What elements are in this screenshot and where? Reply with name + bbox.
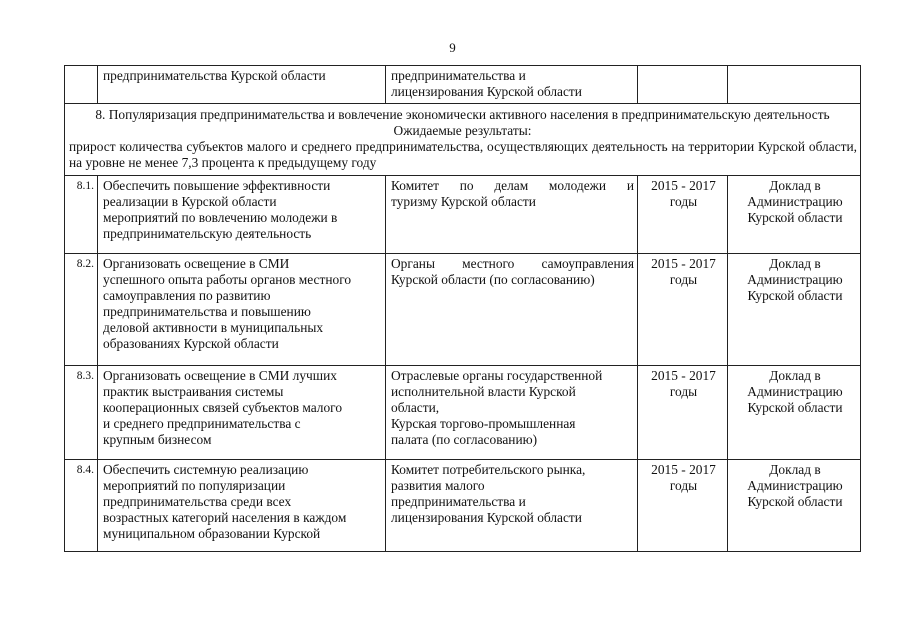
responsible-line: развития малого xyxy=(391,478,485,493)
term-line: годы xyxy=(669,272,698,287)
term-cell xyxy=(638,460,728,552)
responsible-line: Отраслевые органы государственной xyxy=(391,368,603,383)
continuation-row xyxy=(65,66,861,104)
task-line: практик выстраивания системы xyxy=(103,384,284,399)
task-line: самоуправления по развитию xyxy=(103,288,271,303)
table-row xyxy=(65,366,861,460)
task-line: успешного опыта работы органов местного xyxy=(103,272,352,287)
continuation-responsible-line-1: предпринимательства и xyxy=(391,68,526,83)
expected-results-text: прирост количества субъектов малого и среднего предпринимательства, осуществляющих деятельность на территории Курской области, на уровне не менее 7,3 процента к предыдущему году xyxy=(69,139,857,170)
term-line: 2015 - 2017 xyxy=(651,368,716,383)
responsible-line: Курской области (по согласованию) xyxy=(391,272,595,287)
responsible-line: Комитет потребительского рынка, xyxy=(391,462,586,477)
task-line: возрастных категорий населения в каждом xyxy=(103,510,347,525)
report-form-line: Курской области xyxy=(747,400,843,415)
task-line: реализации в Курской области xyxy=(103,194,277,209)
task-line: кооперационных связей субъектов малого xyxy=(103,400,343,415)
continuation-task-text: предпринимательства Курской области xyxy=(103,68,326,83)
table-row xyxy=(65,460,861,552)
task-line: Организовать освещение в СМИ лучших xyxy=(103,368,337,383)
task-line: образованиях Курской области xyxy=(103,336,279,351)
report-form-line: Администрацию xyxy=(747,384,843,399)
report-form-line: Курской области xyxy=(747,494,843,509)
report-form-cell xyxy=(728,254,861,366)
continuation-num-cell xyxy=(65,66,98,104)
report-form-line: Доклад в xyxy=(769,178,821,193)
term-line: годы xyxy=(669,478,698,493)
term-line: 2015 - 2017 xyxy=(651,178,716,193)
continuation-task-cell xyxy=(98,66,386,104)
table-row xyxy=(65,254,861,366)
term-line: 2015 - 2017 xyxy=(651,256,716,271)
task-line: и среднего предпринимательства с xyxy=(103,416,301,431)
report-form-line: Доклад в xyxy=(769,368,821,383)
responsible-cell xyxy=(386,176,638,254)
task-line: крупным бизнесом xyxy=(103,432,212,447)
measures-table xyxy=(64,65,861,552)
task-line: Обеспечить повышение эффективности xyxy=(103,178,331,193)
responsible-line: области, xyxy=(391,400,440,415)
task-line: мероприятий по популяризации xyxy=(103,478,286,493)
task-line: предпринимательскую деятельность xyxy=(103,226,312,241)
responsible-cell xyxy=(386,366,638,460)
continuation-form-cell xyxy=(728,66,861,104)
task-line: муниципальном образовании Курской xyxy=(103,526,321,541)
responsible-line: Комитет по делам молодежи и xyxy=(391,178,634,193)
report-form-line: Курской области xyxy=(747,288,843,303)
table-row xyxy=(65,176,861,254)
task-line: Организовать освещение в СМИ xyxy=(103,256,290,271)
responsible-line: исполнительной власти Курской xyxy=(391,384,576,399)
responsible-line: палата (по согласованию) xyxy=(391,432,538,447)
task-line: предпринимательства и повышению xyxy=(103,304,311,319)
expected-results-label: Ожидаемые результаты: xyxy=(393,123,532,138)
task-cell xyxy=(98,254,386,366)
report-form-line: Доклад в xyxy=(769,256,821,271)
responsible-cell xyxy=(386,254,638,366)
responsible-cell xyxy=(386,460,638,552)
report-form-line: Администрацию xyxy=(747,194,843,209)
term-line: 2015 - 2017 xyxy=(651,462,716,477)
term-line: годы xyxy=(669,194,698,209)
term-cell xyxy=(638,366,728,460)
task-line: предпринимательства среди всех xyxy=(103,494,292,509)
continuation-responsible-cell xyxy=(386,66,638,104)
row-number: 8.4. xyxy=(65,460,98,552)
task-line: Обеспечить системную реализацию xyxy=(103,462,309,477)
report-form-cell xyxy=(728,176,861,254)
task-cell xyxy=(98,176,386,254)
report-form-cell xyxy=(728,366,861,460)
continuation-term-cell xyxy=(638,66,728,104)
row-number: 8.3. xyxy=(65,366,98,460)
report-form-cell xyxy=(728,460,861,552)
responsible-line: предпринимательства и xyxy=(391,494,526,509)
section-header-cell xyxy=(65,104,861,176)
responsible-line: лицензирования Курской области xyxy=(391,510,582,525)
report-form-line: Администрацию xyxy=(747,478,843,493)
section-title: 8. Популяризация предпринимательства и вовлечение экономически активного населения в предпринимательскую деятельность xyxy=(95,107,830,122)
section-header-row xyxy=(65,104,861,176)
term-cell xyxy=(638,176,728,254)
term-line: годы xyxy=(669,384,698,399)
responsible-line: Курская торгово-промышленная xyxy=(391,416,576,431)
page-number: 9 xyxy=(449,40,456,55)
responsible-line: Органы местного самоуправления xyxy=(391,256,634,271)
responsible-line: туризму Курской области xyxy=(391,194,536,209)
report-form-line: Администрацию xyxy=(747,272,843,287)
report-form-line: Курской области xyxy=(747,210,843,225)
task-cell xyxy=(98,366,386,460)
term-cell xyxy=(638,254,728,366)
row-number: 8.2. xyxy=(65,254,98,366)
continuation-responsible-line-2: лицензирования Курской области xyxy=(391,84,582,99)
row-number: 8.1. xyxy=(65,176,98,254)
task-line: мероприятий по вовлечению молодежи в xyxy=(103,210,338,225)
task-cell xyxy=(98,460,386,552)
task-line: деловой активности в муниципальных xyxy=(103,320,324,335)
report-form-line: Доклад в xyxy=(769,462,821,477)
